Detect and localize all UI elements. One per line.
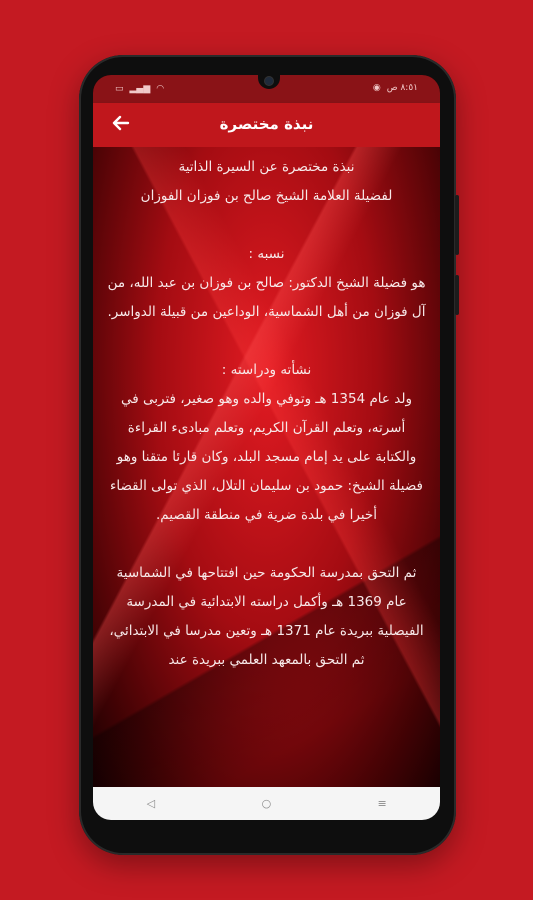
signal-icon: ▂▄▆ [129,84,151,94]
screen [93,75,440,820]
heading-line-1: نبذة مختصرة عن السيرة الذاتية [178,159,355,175]
spacer [107,211,426,240]
app-bar [93,103,440,147]
nav-back-button[interactable]: ◁ [146,797,156,810]
status-icons-right [373,83,418,93]
section-text-education: ثم التحق بمدرسة الحكومة حين افتتاحها في الشماسية عام 1369 هـ وأكمل دراسته الابتدائية في المدرسة الفيصلية ببريدة عام 1371 هـ وتعين مدرسا في الابتدائي، ثم التحق بالمعهد العلمي ببريدة عند [109,565,424,668]
heading-line-2: لفضيلة العلامة الشيخ صالح بن فوزان الفوزان [140,188,393,204]
bio-text [93,147,440,675]
wifi-icon: ◠ [156,84,165,94]
section-title-upbringing: نشأته ودراسته : [221,362,312,378]
section-text-upbringing: ولد عام 1354 هـ وتوفي والده وهو صغير، فتربى في أسرته، وتعلم القرآن الكريم، وتعلم مبادىء القراءة والكتابة على يد إمام مسجد البلد، وكان قارئا متقنا وهو فضيلة الشيخ: حمود بن سليمان التلال، الذي تولى القضاء أخيرا في بلدة ضرية في منطقة القصيم. [109,391,423,523]
volume-button [455,195,459,255]
battery-icon: ▭ [115,84,124,94]
status-bar [93,75,440,103]
nav-home-button[interactable]: ○ [261,797,272,810]
nav-recents-button[interactable]: ≡ [377,797,387,810]
system-nav-bar [93,787,440,820]
spacer [107,530,426,559]
section-text-lineage: هو فضيلة الشيخ الدكتور: صالح بن فوزان بن عبد الله، من آل فوزان من أهل الشماسية، الوداعين من قبيلة الدواسر. [107,275,426,320]
power-button [455,275,459,315]
notification-icon: ◉ [372,83,381,93]
section-title-lineage: نسبه : [248,246,285,262]
spacer [107,327,426,356]
page-title: نبذة مختصرة [219,115,314,133]
camera-cutout [258,75,280,89]
status-icons-left [115,84,164,94]
status-time: ٨:٥١ ص [386,83,418,93]
content-scroll[interactable] [93,147,440,787]
